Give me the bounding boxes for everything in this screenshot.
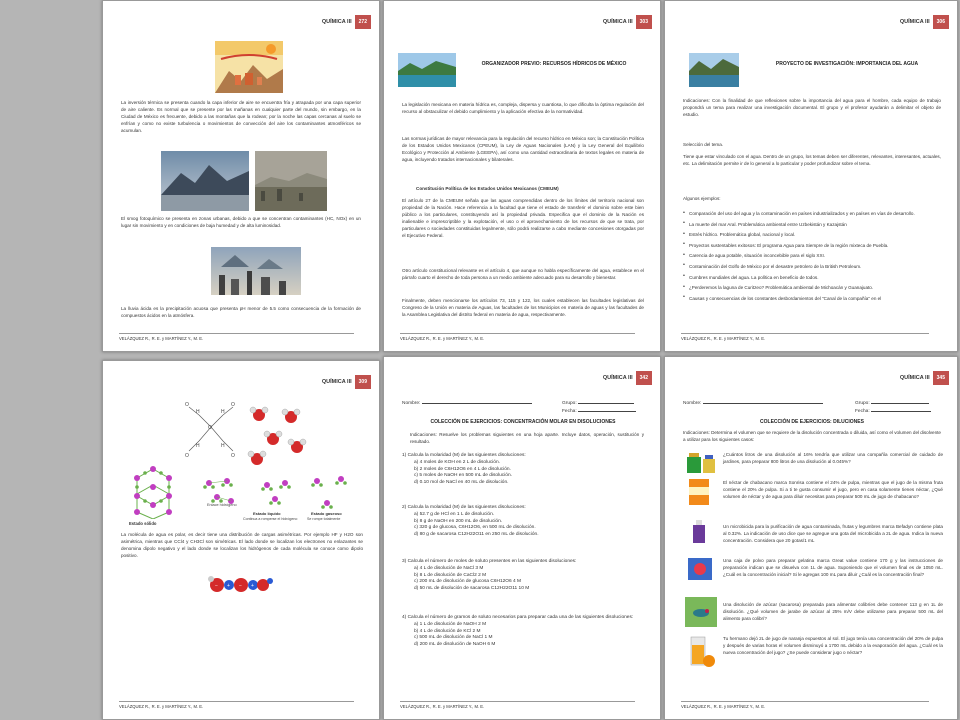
question-1 bbox=[402, 453, 646, 487]
group-label: Grupo: bbox=[562, 401, 577, 406]
svg-text:−: − bbox=[239, 583, 242, 589]
list-item: • Cumbres mundiales del agua. La política en beneficio de todos. bbox=[683, 275, 941, 280]
svg-text:+: + bbox=[227, 583, 230, 589]
list-item: • La muerte del mar Aral. Problemática ambiental entre Uzbekistán y Kazajstán bbox=[683, 222, 941, 227]
svg-text:O: O bbox=[208, 425, 212, 431]
option-2c: c) 320 g de glucosa, C6H12O6, en 500 mL de disolución. bbox=[414, 525, 536, 531]
group-line bbox=[578, 403, 634, 404]
option-4a: a) 1 L de disolución de NaOH 2 M bbox=[414, 621, 487, 627]
page-footer: VELÁZQUEZ R., R. E. y MARTÍNEZ Y., M. E. bbox=[119, 701, 354, 709]
page-272[interactable] bbox=[102, 0, 380, 352]
question-2 bbox=[402, 505, 646, 539]
gas-state-label: Estado gaseoso bbox=[311, 511, 342, 516]
name-label: Nombre: bbox=[683, 401, 702, 406]
bonds-label: Enlace hidrógeno bbox=[207, 503, 237, 507]
subject-label: QUÍMICA III bbox=[602, 19, 633, 25]
water-molecules-3d bbox=[243, 401, 311, 471]
page-footer: VELÁZQUEZ R., R. E. y MARTÍNEZ Y., M. E. bbox=[400, 701, 635, 709]
question-3 bbox=[402, 559, 646, 593]
exercise-indications: Indicaciones: Resuelve los problemas siguientes en una hoja aparte. Incluye datos, operación, sustitución y resultado. bbox=[410, 432, 644, 444]
city-smog-photo bbox=[255, 151, 327, 211]
list-item: • Carencia de agua potable, situación inconcebible para el siglo XXI. bbox=[683, 253, 941, 258]
subject-label: QUÍMICA III bbox=[321, 19, 352, 25]
group-label: Grupo: bbox=[855, 401, 870, 406]
list-item: • Contaminación del Golfo de México por el desastre petrolero de la British Petroleum. bbox=[683, 264, 941, 269]
dilutions-title: COLECCIÓN DE EJERCICIOS: DILUCIONES bbox=[760, 419, 864, 425]
city-skyline-photo bbox=[211, 247, 301, 295]
cmeum-subtitle: Constitución Política de los Estados Unidos Mexicanos (CMEUM) bbox=[416, 186, 559, 191]
subject-label: QUÍMICA III bbox=[899, 375, 930, 381]
group-field[interactable] bbox=[855, 401, 929, 406]
dilution-item-4: Una caja de polvo para preparar gelatina marca Great value contiene 170 g y las instrucciones de preparación indican que se disuelva con 1L de agua. Suponiendo que el volumen final es de 1050 mL. ¿Cuál es la concentración inicial? Si le agregas 100 mL para diluir ¿Cuál es la concentración final? bbox=[723, 558, 943, 577]
dilution-item-1: ¿Cuántos litros de una disolución al 16% tendría que utilizar una compañía comercial de cuidado de jardines, para preparar 800 litros de una disolución al 0.045%? bbox=[723, 452, 943, 464]
page-number-badge: 272 bbox=[355, 15, 371, 29]
other-articles-paragraph: Finalmente, deben mencionarse los artículos 73, 115 y 122, los cuales establecen las facultades legislativas del Congreso de la Unión en materia de Aguas, las facultades de los Municipios en materia de aguas y las facultades de la Asamblea Legislativa del distrito federal en materia de agua, respectivamente. bbox=[402, 298, 644, 317]
option-1a: a) 4 moles de KOH en 2 L de disolución. bbox=[414, 459, 500, 465]
svg-text:H: H bbox=[196, 409, 200, 415]
liquid-state-label: Estado líquido bbox=[253, 511, 281, 516]
list-item: • ¿Perderemos la laguna de Curitzeo? Problemática ambiental de Michoacán y Guanajuato. bbox=[683, 285, 941, 290]
name-field[interactable] bbox=[402, 401, 532, 406]
dipole-molecules bbox=[207, 571, 273, 599]
option-4c: c) 500 mL de disolución de NaCl 1 M bbox=[414, 635, 493, 641]
subject-label: QUÍMICA III bbox=[899, 19, 930, 25]
option-3c: c) 200 mL de disolución de glucosa C6H12O6 4 M bbox=[414, 579, 522, 585]
svg-text:O: O bbox=[231, 402, 235, 408]
question-3-text: 3) Calcula el número de moles de soluto presentes en las siguientes disoluciones: bbox=[402, 559, 577, 564]
list-item: • Proyectos sustentables exitosos: El programa Agua para Siempre de la región mixteca de Puebla. bbox=[683, 243, 941, 248]
orange-juice-icon bbox=[685, 633, 717, 669]
organizer-title: ORGANIZADOR PREVIO: RECURSOS HÍDRICOS DE MÉXICO bbox=[481, 61, 627, 67]
examples-list bbox=[683, 211, 941, 306]
name-line bbox=[422, 403, 532, 404]
question-1-text: 1) Calcula la molaridad (M) de las siguientes disoluciones: bbox=[402, 453, 526, 458]
option-1d: d) 0.10 mol de NaCl en 40 mL de disolución. bbox=[414, 480, 509, 486]
exercise-title: COLECCIÓN DE EJERCICIOS: CONCENTRACIÓN MOLAR EN DISOLUCIONES bbox=[430, 419, 616, 425]
dilution-item-3: Un microbicida para la purificación de agua contaminada, frutas y legumbres marca Befadyn contiene plata al 0.32%. La indicación de uso dice que se agregue una gota del microbicida a 2L de agua. Indica la nueva concentración. Considera que 20 gotas/1 mL bbox=[723, 524, 943, 543]
gas-state-sublabel: Se rompe totalmente bbox=[307, 517, 341, 521]
option-2a: a) 52.7 g de HCl en 1 L de disolución. bbox=[414, 511, 495, 517]
svg-text:+: + bbox=[251, 583, 254, 589]
svg-text:H: H bbox=[221, 443, 225, 449]
project-title: PROYECTO DE INVESTIGACIÓN: IMPORTANCIA DEL AGUA bbox=[775, 61, 919, 67]
page-footer: VELÁZQUEZ R., R. E. y MARTÍNEZ Y., M. E. bbox=[119, 333, 354, 341]
article-27-paragraph: El artículo 27 de la CMEUM señala que las aguas comprendidas dentro de los límites del territorio nacional son propiedad de la Nación. Hace referencia a la facultad que tiene el estado de transferir el dominio sobre este bien público a los particulares, constituyendo así la propiedad privada. Especifica que el dominio de la Nación es inalienable e imprescriptible y la explotación, el uso o el aprovechamiento de los recursos de que se trata, por particulares o sociedades constituidas legalmente, sólo podrá realizarse a cabo mediante concesiones otorgadas por el Ejecutivo Federal. bbox=[402, 198, 644, 238]
page-number-badge: 303 bbox=[636, 15, 652, 29]
svg-text:H: H bbox=[221, 409, 225, 415]
dilution-item-5: Una disolución de azúcar (sacarosa) preparada para alimentar colibríes debe contener 113 g en 1L de disolución. ¿Qué volumen de jarabe de azúcar al 25% m/V debe utilizarse para preparar 500 mL del alimento para colibrí? bbox=[723, 602, 943, 621]
svg-text:O: O bbox=[231, 453, 235, 459]
selection-text: Tiene que estar vinculado con el agua. Dentro de un grupo, los temas deben ser diferentes, relevantes, interesantes, actuales, etc. La delimitación permite ir de lo general a lo particular y poder profundizar sobre el tema. bbox=[683, 154, 941, 166]
dilution-item-6: Tu hermano dejó 2L de jugo de naranja expuestos al sol. El jugo tenía una concentración del 20% de pulpa y después de varias horas el volumen disminuyó a 1700 mL debido a la evaporación del agua. ¿Cuál es la nueva concentración del jugo? ¿Se puede considerar jugo o néctar? bbox=[723, 636, 943, 655]
solid-state-label: Estado sólido bbox=[129, 521, 157, 526]
list-item: • Comparación del uso del agua y la contaminación en países industrializados y en países en vías de desarrollo. bbox=[683, 211, 941, 216]
hummingbird-icon bbox=[685, 597, 717, 627]
page-number-badge: 345 bbox=[933, 371, 949, 385]
name-label: Nombre: bbox=[402, 401, 421, 406]
liquid-state-molecules-2 bbox=[255, 473, 295, 509]
svg-text:O: O bbox=[185, 402, 189, 408]
page-header bbox=[603, 15, 652, 29]
dilutions-indications: Indicaciones: Determina el volumen que se requiere de la disolución concentrada o diluida, así como el volumen del disolvente a utilizar para los siguientes casos: bbox=[683, 430, 941, 442]
polar-molecule-paragraph: La molécula de agua es polar, es decir tiene una distribución de cargas asimétricas. Por ejemplo HF y H2O son asimétrica, mientras que CCl4 y CH3Cl son simétricas. El lado donde se localizan los electrones no enlazantes se denomina dipolo negativo y el lado donde se localizan los hidrógenos de cada molécula se conoce como dipolo positivo. bbox=[121, 532, 363, 558]
article-4-paragraph: Otro artículo constitucional relevante es el artículo 4, que aunque no habla específicamente del agua, establece en el párrafo cuarto el derecho de toda persona a un medio ambiente adecuado para su desarrollo y bienestar. bbox=[402, 268, 644, 280]
svg-text:O: O bbox=[185, 453, 189, 459]
page-header bbox=[900, 371, 949, 385]
examples-title: Algunos ejemplos: bbox=[683, 196, 721, 201]
date-line bbox=[871, 411, 931, 412]
inversion-termica-paragraph: La inversión térmica se presenta cuando la capa inferior de aire se encuentra fría y atrapada por una capa superior de aire caliente. Es normal que se presente por las mañanas en cualquier parte del mundo, sin embargo, en la Ciudad de México es frecuente, debido a las montañas que la rodean; por la noche las capas cercanas al suelo se enfrían y como no existe turbulencia o movimientos de convección del aire los contaminantes atmosféricos se acumulan. bbox=[121, 100, 361, 133]
page-number-badge: 309 bbox=[355, 375, 371, 389]
name-field[interactable] bbox=[683, 401, 823, 406]
page-header bbox=[322, 375, 371, 389]
option-1c: c) 5 moles de NaOH en 500 mL de disolución. bbox=[414, 473, 512, 479]
group-line bbox=[871, 403, 929, 404]
page-footer: VELÁZQUEZ R., R. E. y MARTÍNEZ Y., M. E. bbox=[681, 333, 929, 341]
thermal-inversion-illustration bbox=[215, 41, 283, 93]
svg-text:−: − bbox=[215, 583, 218, 589]
project-indications: Indicaciones: Con la finalidad de que reflexiones sobre la importancia del agua para el hombre, cada equipo de trabajo propondrá un tema para realizar una investigación documental. El grupo y el profesor ayudarán a delimitar el objeto de estudio. bbox=[683, 98, 941, 117]
subject-label: QUÍMICA III bbox=[321, 379, 352, 385]
date-field[interactable] bbox=[562, 409, 636, 414]
gelatin-box-icon bbox=[685, 555, 715, 583]
juice-can-icon bbox=[685, 477, 713, 507]
name-line bbox=[703, 403, 823, 404]
option-4b: b) 4 L de disolución de KCl 2 M bbox=[414, 628, 481, 634]
option-4d: d) 200 mL de disolución de NaOH 6 M bbox=[414, 642, 496, 648]
legislation-paragraph: La legislación mexicana en materia hídrica es, compleja, dispersa y cuantiosa, lo que dificulta la óptima regulación del recurso al obstaculizar el debido cumplimiento y la aplicación efectiva de la normatividad. bbox=[402, 102, 644, 114]
document-grid bbox=[100, 0, 960, 720]
solid-state-lattice bbox=[125, 463, 181, 519]
page-header bbox=[322, 15, 371, 29]
selection-title: Selección del tema. bbox=[683, 142, 724, 147]
subject-label: QUÍMICA III bbox=[602, 375, 633, 381]
list-item: • Estrés hídrico. Problemática global, nacional y local. bbox=[683, 232, 941, 237]
group-field[interactable] bbox=[562, 401, 634, 406]
page-number-badge: 342 bbox=[636, 371, 652, 385]
norms-paragraph: Las normas jurídicas de mayor relevancia para la regulación del recurso hídrico en México son; la Constitución Política de los Estados Unidos Mexicanos (CPEUM), la Ley de Aguas Nacionales (LAN) y la Ley General del Equilibrio Ecológico y Protección al Ambiente (LGEEPA), así como una cantidad extraordinaria de textos legales en materia de agua, incluyendo tratados internacionales y bilaterales. bbox=[402, 136, 644, 162]
page-footer: VELÁZQUEZ R., R. E. y MARTÍNEZ Y., M. E. bbox=[400, 333, 635, 341]
option-3d: d) 50 mL de disolución de sacarosa C12H22O11 10 M bbox=[414, 586, 530, 592]
question-4 bbox=[402, 615, 646, 649]
option-3a: a) 4 L de disolución de NaCl 3 M bbox=[414, 565, 484, 571]
liquid-state-sublabel: Continua a romperse el hidrógeno bbox=[243, 517, 298, 521]
page-345[interactable] bbox=[664, 356, 958, 720]
hydrogen-bond-diagram bbox=[181, 397, 241, 461]
option-3b: b) 8 L de disolución de CaCl2 2 M bbox=[414, 572, 487, 578]
page-footer: VELÁZQUEZ R., R. E. y MARTÍNEZ Y., M. E. bbox=[681, 701, 929, 709]
option-1b: b) 2 moles de C6H12O6 en 4 L de disolución. bbox=[414, 466, 511, 472]
date-label: Fecha: bbox=[562, 409, 577, 414]
page-306[interactable] bbox=[664, 0, 958, 352]
date-field[interactable] bbox=[855, 409, 931, 414]
page-number-badge: 306 bbox=[933, 15, 949, 29]
mountains-smog-photo bbox=[161, 151, 249, 211]
page-342[interactable] bbox=[383, 356, 661, 720]
dilution-item-2: El néctar de chabacano marca Sonrisa contiene el 24% de pulpa, mientras que el jugo de la misma fruta contiene el 20% de pulpa. Si a ti te gusta consumir el jugo, pero en casa solamente tienes néctar, ¿Qué volumen de néctar y de agua para diluir necesitas para preparar 500 mL de jugo de chabacano? bbox=[723, 480, 943, 499]
date-line bbox=[578, 411, 636, 412]
date-label: Fecha: bbox=[855, 409, 870, 414]
gas-state-molecules bbox=[309, 473, 349, 513]
page-header bbox=[603, 371, 652, 385]
microbicide-bottle-icon bbox=[685, 519, 713, 545]
list-item: • Causas y consecuencias de los constantes desbordamientos del "Canal de la compañía" en el bbox=[683, 296, 941, 301]
page-309[interactable] bbox=[102, 360, 380, 720]
option-2d: d) 80 g de sacarosa C12H22O11 en 250 mL de disolución. bbox=[414, 532, 539, 538]
question-2-text: 2) Calcula la molaridad (M) de las siguientes disoluciones: bbox=[402, 505, 526, 510]
option-2b: b) 8 g de NaOH en 200 mL de disolución. bbox=[414, 518, 503, 524]
page-303[interactable] bbox=[383, 0, 661, 352]
smog-fotoquimico-paragraph: El smog fotoquímico se presenta en zonas urbanas, debido a que se concentran contaminantes (HC, NOx) en un lugar sin movimiento y en condiciones de baja humedad y de alta luminosidad. bbox=[121, 216, 361, 228]
question-4-text: 4) Calcula el número de gramos de soluto necesarios para preparar cada una de las siguientes disoluciones: bbox=[402, 615, 634, 620]
lluvia-acida-paragraph: La lluvia ácida es la precipitación acuosa que presenta pH menor de 5.5 como consecuencia de la formación de compuestos ácidos en la atmósfera. bbox=[121, 306, 361, 318]
lake-photo bbox=[398, 53, 456, 87]
lake-mountains-photo bbox=[689, 53, 739, 87]
spray-bottle-icon bbox=[685, 451, 717, 475]
page-header bbox=[900, 15, 949, 29]
svg-text:H: H bbox=[196, 443, 200, 449]
